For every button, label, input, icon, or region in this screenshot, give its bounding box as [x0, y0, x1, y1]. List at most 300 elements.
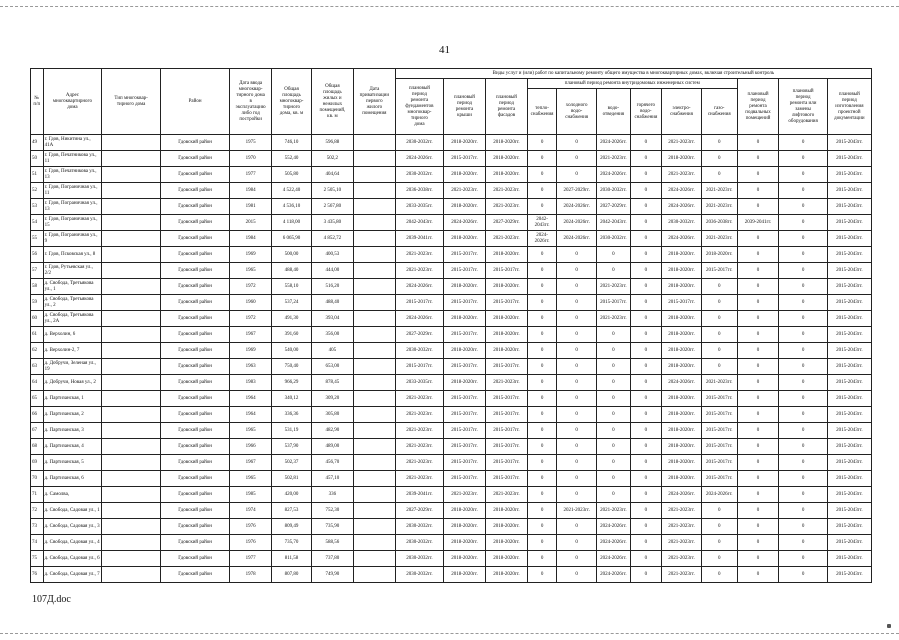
row-number-cell: 61	[31, 327, 44, 343]
privatization-date-cell	[353, 391, 395, 407]
address-cell: г. Гдов, Никитина ул., 41А	[43, 135, 102, 151]
roof-period-cell: 2018-2020гг.	[444, 503, 486, 519]
address-cell: д. Партизанская, 6	[43, 471, 102, 487]
project-docs-period-cell: 2015-2043гг.	[827, 519, 871, 535]
cold-water-period-cell: 0	[557, 279, 597, 295]
cold-water-period-cell: 0	[557, 343, 597, 359]
district-cell: Гдовский район	[160, 487, 229, 503]
power-period-cell: 2018-2020гг.	[662, 343, 702, 359]
heat-period-cell: 0	[527, 263, 556, 279]
foundation-period-cell: 2021-2023гг.	[395, 247, 443, 263]
commission-year-cell: 1967	[230, 327, 272, 343]
gas-period-cell: 0	[701, 503, 737, 519]
building-type-cell	[102, 199, 161, 215]
cold-water-period-cell: 0	[557, 455, 597, 471]
privatization-date-cell	[353, 519, 395, 535]
gas-period-cell: 0	[701, 311, 737, 327]
total-area-cell: 6 065,90	[272, 231, 312, 247]
roof-period-cell: 2018-2020гг.	[444, 519, 486, 535]
district-cell: Гдовский район	[160, 327, 229, 343]
row-number-cell: 75	[31, 551, 44, 567]
elevator-period-cell: 0	[779, 503, 827, 519]
drainage-period-cell: 0	[597, 375, 631, 391]
premises-area-cell: 356,00	[311, 327, 353, 343]
heat-period-cell: 0	[527, 407, 556, 423]
elevator-period-cell: 0	[779, 327, 827, 343]
cold-water-period-cell: 0	[557, 167, 597, 183]
hot-water-period-cell: 0	[630, 135, 661, 151]
premises-area-cell: 737,80	[311, 551, 353, 567]
building-type-cell	[102, 295, 161, 311]
total-area-cell: 336,36	[272, 407, 312, 423]
project-docs-period-cell: 2015-2043гг.	[827, 311, 871, 327]
roof-period-cell: 2015-2017гг.	[444, 423, 486, 439]
header-building-type: Тип многоквар- тирного дома	[102, 69, 161, 135]
facade-period-cell: 2021-2023гг.	[485, 375, 527, 391]
hot-water-period-cell: 0	[630, 183, 661, 199]
premises-area-cell: 516,20	[311, 279, 353, 295]
facade-period-cell: 2018-2020гг.	[485, 535, 527, 551]
building-type-cell	[102, 519, 161, 535]
foundation-period-cell: 2021-2023гг.	[395, 439, 443, 455]
table-row	[31, 151, 872, 167]
elevator-period-cell: 0	[779, 535, 827, 551]
heat-period-cell: 0	[527, 295, 556, 311]
drainage-period-cell: 2021-2023гг.	[597, 311, 631, 327]
total-area-cell: 420,00	[272, 487, 312, 503]
total-area-cell: 500,00	[272, 247, 312, 263]
cold-water-period-cell: 0	[557, 135, 597, 151]
header-roof: плановый период ремонта крыши	[444, 79, 486, 135]
basement-period-cell: 0	[737, 567, 779, 583]
building-type-cell	[102, 135, 161, 151]
foundation-period-cell: 2030-2032гг.	[395, 567, 443, 583]
district-cell: Гдовский район	[160, 551, 229, 567]
hot-water-period-cell: 0	[630, 487, 661, 503]
commission-year-cell: 1972	[230, 311, 272, 327]
building-type-cell	[102, 279, 161, 295]
heat-period-cell: 0	[527, 519, 556, 535]
foundation-period-cell: 2021-2023гг.	[395, 407, 443, 423]
header-foundation: плановый период ремонта фундаментов многоквар- тирного дома	[395, 79, 443, 135]
elevator-period-cell: 0	[779, 151, 827, 167]
privatization-date-cell	[353, 535, 395, 551]
roof-period-cell: 2015-2017гг.	[444, 407, 486, 423]
hot-water-period-cell: 0	[630, 519, 661, 535]
commission-year-cell: 1976	[230, 519, 272, 535]
drainage-period-cell: 0	[597, 487, 631, 503]
gas-period-cell: 2018-2020гг.	[701, 247, 737, 263]
basement-period-cell: 0	[737, 151, 779, 167]
address-cell: г. Гдов, Пограничная ул., 9	[43, 231, 102, 247]
row-number-cell: 56	[31, 247, 44, 263]
document-filename: 107Д.doc	[32, 594, 71, 605]
header-gas: газо- снабжения	[701, 89, 737, 135]
elevator-period-cell: 0	[779, 407, 827, 423]
facade-period-cell: 2018-2020гг.	[485, 247, 527, 263]
privatization-date-cell	[353, 343, 395, 359]
district-cell: Гдовский район	[160, 135, 229, 151]
cold-water-period-cell: 0	[557, 359, 597, 375]
privatization-date-cell	[353, 247, 395, 263]
elevator-period-cell: 0	[779, 359, 827, 375]
table-row	[31, 535, 872, 551]
privatization-date-cell	[353, 439, 395, 455]
table-row	[31, 455, 872, 471]
facade-period-cell: 2018-2020гг.	[485, 327, 527, 343]
header-district: Район	[160, 69, 229, 135]
heat-period-cell: 0	[527, 439, 556, 455]
gas-period-cell: 0	[701, 551, 737, 567]
roof-period-cell: 2015-2017гг.	[444, 455, 486, 471]
total-area-cell: 391,60	[272, 327, 312, 343]
power-period-cell: 2021-2023гг.	[662, 535, 702, 551]
basement-period-cell: 0	[737, 263, 779, 279]
district-cell: Гдовский район	[160, 231, 229, 247]
project-docs-period-cell: 2015-2043гг.	[827, 151, 871, 167]
drainage-period-cell: 2021-2023гг.	[597, 503, 631, 519]
foundation-period-cell: 2021-2023гг.	[395, 263, 443, 279]
roof-period-cell: 2021-2023гг.	[444, 183, 486, 199]
foundation-period-cell: 2036-2038гг.	[395, 183, 443, 199]
total-area-cell: 966,29	[272, 375, 312, 391]
project-docs-period-cell: 2015-2043гг.	[827, 535, 871, 551]
elevator-period-cell: 0	[779, 519, 827, 535]
premises-area-cell: 405	[311, 343, 353, 359]
total-area-cell: 750,40	[272, 359, 312, 375]
building-type-cell	[102, 567, 161, 583]
drainage-period-cell: 2042-2043гг.	[597, 215, 631, 231]
total-area-cell: 809,49	[272, 519, 312, 535]
total-area-cell: 746,10	[272, 135, 312, 151]
header-address: Адрес многоквартирного дома	[43, 69, 102, 135]
cold-water-period-cell: 2024-2026гг.	[557, 215, 597, 231]
gas-period-cell: 2015-2017гг.	[701, 391, 737, 407]
commission-year-cell: 1977	[230, 551, 272, 567]
cold-water-period-cell: 0	[557, 327, 597, 343]
premises-area-cell: 305,80	[311, 407, 353, 423]
drainage-period-cell: 2021-2023гг.	[597, 279, 631, 295]
elevator-period-cell: 0	[779, 487, 827, 503]
heat-period-cell: 0	[527, 359, 556, 375]
commission-year-cell: 1985	[230, 487, 272, 503]
drainage-period-cell: 0	[597, 407, 631, 423]
header-project-docs: плановый период изготовления проектной документации	[827, 79, 871, 135]
hot-water-period-cell: 0	[630, 263, 661, 279]
roof-period-cell: 2015-2017гг.	[444, 327, 486, 343]
facade-period-cell: 2015-2017гг.	[485, 455, 527, 471]
roof-period-cell: 2015-2017гг.	[444, 151, 486, 167]
foundation-period-cell: 2015-2017гг.	[395, 295, 443, 311]
privatization-date-cell	[353, 487, 395, 503]
project-docs-period-cell: 2015-2043гг.	[827, 391, 871, 407]
power-period-cell: 2018-2020гг.	[662, 279, 702, 295]
address-cell: д. Верхолин, 6	[43, 327, 102, 343]
premises-area-cell: 336	[311, 487, 353, 503]
elevator-period-cell: 0	[779, 167, 827, 183]
table-row	[31, 311, 872, 327]
cold-water-period-cell: 0	[557, 263, 597, 279]
premises-area-cell: 482,90	[311, 423, 353, 439]
total-area-cell: 827,53	[272, 503, 312, 519]
roof-period-cell: 2018-2020гг.	[444, 199, 486, 215]
premises-area-cell: 2 567,80	[311, 199, 353, 215]
row-number-cell: 72	[31, 503, 44, 519]
hot-water-period-cell: 0	[630, 391, 661, 407]
basement-period-cell: 0	[737, 503, 779, 519]
premises-area-cell: 457,10	[311, 471, 353, 487]
power-period-cell: 2018-2020гг.	[662, 471, 702, 487]
header-total-area: Общая площадь многоквар- тирного дома, кв. м	[272, 69, 312, 135]
district-cell: Гдовский район	[160, 215, 229, 231]
basement-period-cell: 0	[737, 167, 779, 183]
row-number-cell: 66	[31, 407, 44, 423]
header-basement: плановый период ремонта подвальных помещений	[737, 79, 779, 135]
foundation-period-cell: 2033-2035гг.	[395, 375, 443, 391]
privatization-date-cell	[353, 215, 395, 231]
address-cell: д. Свобода, Третьякова ул., 2А	[43, 311, 102, 327]
premises-area-cell: 444,00	[311, 263, 353, 279]
commission-year-cell: 1984	[230, 231, 272, 247]
address-cell: г. Гдов, Рутьевская ул., 2/2	[43, 263, 102, 279]
commission-year-cell: 1965	[230, 263, 272, 279]
commission-year-cell: 1969	[230, 343, 272, 359]
table-row	[31, 503, 872, 519]
project-docs-period-cell: 2015-2043гг.	[827, 183, 871, 199]
basement-period-cell: 0	[737, 247, 779, 263]
project-docs-period-cell: 2015-2043гг.	[827, 295, 871, 311]
total-area-cell: 502,81	[272, 471, 312, 487]
hot-water-period-cell: 0	[630, 551, 661, 567]
building-type-cell	[102, 471, 161, 487]
basement-period-cell: 0	[737, 519, 779, 535]
power-period-cell: 2018-2020гг.	[662, 151, 702, 167]
header-hot-water: горячего водо- снабжения	[630, 89, 661, 135]
roof-period-cell: 2018-2020гг.	[444, 535, 486, 551]
building-type-cell	[102, 407, 161, 423]
building-type-cell	[102, 359, 161, 375]
roof-period-cell: 2015-2017гг.	[444, 295, 486, 311]
heat-period-cell: 0	[527, 391, 556, 407]
table-row	[31, 295, 872, 311]
page-number: 41	[439, 44, 450, 56]
commission-year-cell: 1983	[230, 375, 272, 391]
cold-water-period-cell: 0	[557, 295, 597, 311]
row-number-cell: 58	[31, 279, 44, 295]
building-type-cell	[102, 215, 161, 231]
project-docs-period-cell: 2015-2043гг.	[827, 231, 871, 247]
drainage-period-cell: 2024-2026гг.	[597, 535, 631, 551]
facade-period-cell: 2021-2023гг.	[485, 487, 527, 503]
heat-period-cell: 0	[527, 455, 556, 471]
table-row	[31, 487, 872, 503]
project-docs-period-cell: 2015-2043гг.	[827, 263, 871, 279]
power-period-cell: 2018-2020гг.	[662, 423, 702, 439]
table-row	[31, 199, 872, 215]
cold-water-period-cell: 0	[557, 151, 597, 167]
foundation-period-cell: 2030-2032гг.	[395, 167, 443, 183]
heat-period-cell: 0	[527, 535, 556, 551]
total-area-cell: 488,40	[272, 263, 312, 279]
table-row	[31, 567, 872, 583]
drainage-period-cell: 0	[597, 391, 631, 407]
elevator-period-cell: 0	[779, 231, 827, 247]
privatization-date-cell	[353, 471, 395, 487]
roof-period-cell: 2018-2020гг.	[444, 135, 486, 151]
elevator-period-cell: 0	[779, 183, 827, 199]
district-cell: Гдовский район	[160, 535, 229, 551]
row-number-cell: 62	[31, 343, 44, 359]
premises-area-cell: 502,2	[311, 151, 353, 167]
hot-water-period-cell: 0	[630, 567, 661, 583]
commission-year-cell: 1965	[230, 423, 272, 439]
address-cell: д. Самолва,	[43, 487, 102, 503]
total-area-cell: 540,00	[272, 343, 312, 359]
privatization-date-cell	[353, 407, 395, 423]
facade-period-cell: 2015-2017гг.	[485, 391, 527, 407]
scan-edge-bottom	[0, 633, 899, 634]
district-cell: Гдовский район	[160, 391, 229, 407]
foundation-period-cell: 2030-2032гг.	[395, 519, 443, 535]
address-cell: г. Гдов, Псковская ул., 8	[43, 247, 102, 263]
basement-period-cell: 0	[737, 359, 779, 375]
facade-period-cell: 2021-2023гг.	[485, 199, 527, 215]
gas-period-cell: 0	[701, 359, 737, 375]
power-period-cell: 2018-2020гг.	[662, 455, 702, 471]
premises-area-cell: 588,56	[311, 535, 353, 551]
gas-period-cell: 0	[701, 135, 737, 151]
drainage-period-cell: 2027-2029гг.	[597, 199, 631, 215]
privatization-date-cell	[353, 151, 395, 167]
project-docs-period-cell: 2015-2043гг.	[827, 551, 871, 567]
premises-area-cell: 878,45	[311, 375, 353, 391]
table-row	[31, 343, 872, 359]
gas-period-cell: 0	[701, 295, 737, 311]
hot-water-period-cell: 0	[630, 295, 661, 311]
project-docs-period-cell: 2015-2043гг.	[827, 567, 871, 583]
project-docs-period-cell: 2015-2043гг.	[827, 455, 871, 471]
address-cell: д. Свобода, Садовая ул., 4	[43, 535, 102, 551]
address-cell: д. Свобода, Садовая ул., 7	[43, 567, 102, 583]
project-docs-period-cell: 2015-2043гг.	[827, 199, 871, 215]
table-row	[31, 247, 872, 263]
project-docs-period-cell: 2015-2043гг.	[827, 343, 871, 359]
building-type-cell	[102, 455, 161, 471]
commission-year-cell: 1967	[230, 455, 272, 471]
power-period-cell: 2030-2032гг.	[662, 215, 702, 231]
premises-area-cell: 752,30	[311, 503, 353, 519]
power-period-cell: 2021-2023гг.	[662, 503, 702, 519]
privatization-date-cell	[353, 167, 395, 183]
header-privatization-date: Дата приватизации первого жилого помещения	[353, 69, 395, 135]
heat-period-cell: 0	[527, 247, 556, 263]
district-cell: Гдовский район	[160, 423, 229, 439]
heat-period-cell: 0	[527, 343, 556, 359]
premises-area-cell: 393,04	[311, 311, 353, 327]
gas-period-cell: 2015-2017гг.	[701, 263, 737, 279]
basement-period-cell: 0	[737, 311, 779, 327]
commission-year-cell: 1965	[230, 471, 272, 487]
district-cell: Гдовский район	[160, 471, 229, 487]
facade-period-cell: 2018-2020гг.	[485, 151, 527, 167]
total-area-cell: 537,90	[272, 439, 312, 455]
power-period-cell: 2018-2020гг.	[662, 263, 702, 279]
premises-area-cell: 4 852,72	[311, 231, 353, 247]
premises-area-cell: 404,64	[311, 167, 353, 183]
table-row	[31, 439, 872, 455]
row-number-cell: 73	[31, 519, 44, 535]
basement-period-cell: 0	[737, 327, 779, 343]
drainage-period-cell: 2024-2026гг.	[597, 135, 631, 151]
premises-area-cell: 735,90	[311, 519, 353, 535]
drainage-period-cell: 0	[597, 439, 631, 455]
drainage-period-cell: 0	[597, 343, 631, 359]
total-area-cell: 558,10	[272, 279, 312, 295]
drainage-period-cell: 0	[597, 263, 631, 279]
row-number-cell: 49	[31, 135, 44, 151]
commission-year-cell: 1960	[230, 295, 272, 311]
district-cell: Гдовский район	[160, 151, 229, 167]
basement-period-cell: 0	[737, 375, 779, 391]
hot-water-period-cell: 0	[630, 455, 661, 471]
cold-water-period-cell: 0	[557, 407, 597, 423]
foundation-period-cell: 2030-2032гг.	[395, 535, 443, 551]
hot-water-period-cell: 0	[630, 439, 661, 455]
cold-water-period-cell: 0	[557, 391, 597, 407]
power-period-cell: 2024-2026гг.	[662, 375, 702, 391]
project-docs-period-cell: 2015-2043гг.	[827, 167, 871, 183]
elevator-period-cell: 0	[779, 391, 827, 407]
row-number-cell: 65	[31, 391, 44, 407]
row-number-cell: 55	[31, 231, 44, 247]
row-number-cell: 60	[31, 311, 44, 327]
premises-area-cell: 456,70	[311, 455, 353, 471]
privatization-date-cell	[353, 423, 395, 439]
basement-period-cell: 0	[737, 295, 779, 311]
building-type-cell	[102, 247, 161, 263]
basement-period-cell: 0	[737, 407, 779, 423]
facade-period-cell: 2027-2029гг.	[485, 215, 527, 231]
total-area-cell: 811,58	[272, 551, 312, 567]
address-cell: д. Свобода, Третьякова ул., 2	[43, 295, 102, 311]
premises-area-cell: 400,53	[311, 247, 353, 263]
project-docs-period-cell: 2015-2043гг.	[827, 439, 871, 455]
drainage-period-cell: 0	[597, 455, 631, 471]
roof-period-cell: 2018-2020гг.	[444, 375, 486, 391]
header-facade: плановый период ремонта фасадов	[485, 79, 527, 135]
gas-period-cell: 2015-2017гг.	[701, 471, 737, 487]
header-elevator: плановый период ремонта или замены лифтового оборудования	[779, 79, 827, 135]
roof-period-cell: 2018-2020гг.	[444, 343, 486, 359]
facade-period-cell: 2018-2020гг.	[485, 279, 527, 295]
power-period-cell: 2015-2017гг.	[662, 295, 702, 311]
privatization-date-cell	[353, 199, 395, 215]
cold-water-period-cell: 2021-2023гг.	[557, 503, 597, 519]
drainage-period-cell: 2030-2032гг.	[597, 183, 631, 199]
table-row	[31, 375, 872, 391]
project-docs-period-cell: 2015-2043гг.	[827, 247, 871, 263]
basement-period-cell: 0	[737, 535, 779, 551]
elevator-period-cell: 0	[779, 471, 827, 487]
privatization-date-cell	[353, 567, 395, 583]
project-docs-period-cell: 2015-2043гг.	[827, 503, 871, 519]
privatization-date-cell	[353, 503, 395, 519]
foundation-period-cell: 2039-2041гг.	[395, 487, 443, 503]
basement-period-cell: 0	[737, 279, 779, 295]
total-area-cell: 4 118,00	[272, 215, 312, 231]
table-body	[31, 135, 872, 583]
hot-water-period-cell: 0	[630, 343, 661, 359]
